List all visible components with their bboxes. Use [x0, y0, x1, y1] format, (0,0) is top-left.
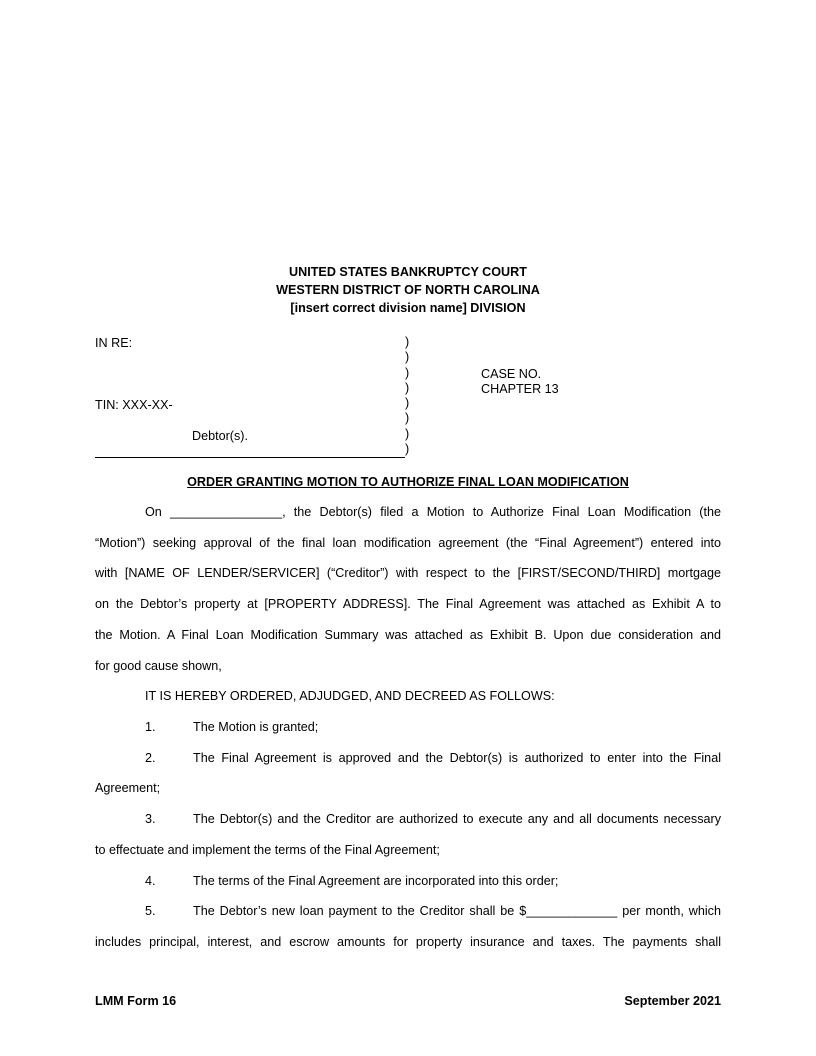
caption-paren: ) [405, 396, 410, 411]
item-continuation: Agreement; [95, 781, 161, 795]
item-text: The Debtor’s new loan payment to the Creditor shall be $_____________ per month, which [193, 904, 721, 918]
paragraph-line: for good cause shown, [95, 659, 222, 673]
order-item [145, 719, 318, 736]
caption-paren: ) [405, 365, 410, 380]
caption-paren: ) [405, 442, 410, 457]
paragraph-line-text: On ________________, the Debtor(s) filed a Motion to Authorize Final Loan Modification (the [145, 505, 721, 519]
item-text: The Final Agreement is approved and the Debtor(s) is authorized to enter into the Final [193, 751, 721, 765]
paragraph-line: with [NAME OF LENDER/SERVICER] (“Creditor”) with respect to the [FIRST/SECOND/THIRD] mortgage [95, 566, 721, 580]
decree-statement: IT IS HEREBY ORDERED, ADJUDGED, AND DECREED AS FOLLOWS: [145, 689, 555, 703]
in-re-label: IN RE: [95, 336, 133, 350]
item-number: 3. [145, 812, 156, 826]
item-continuation: to effectuate and implement the terms of the Final Agreement; [95, 843, 440, 857]
form-number: LMM Form 16 [95, 994, 177, 1008]
paragraph-line: the Motion. A Final Loan Modification Summary was attached as Exhibit B. Upon due consideration and [95, 628, 721, 642]
item-text: The Motion is granted; [193, 720, 319, 734]
form-date: September 2021 [624, 994, 721, 1008]
order-item [145, 750, 721, 767]
chapter-label: CHAPTER 13 [481, 382, 559, 396]
order-item [145, 811, 721, 828]
item-number: 4. [145, 874, 156, 888]
item-text: The Debtor(s) and the Creditor are authorized to execute any and all documents necessary [193, 812, 721, 826]
paragraph-line [95, 504, 721, 521]
caption-paren: ) [405, 350, 410, 365]
paragraph-line: “Motion”) seeking approval of the final loan modification agreement (the “Final Agreement”) entered into [95, 536, 721, 550]
debtors-label: Debtor(s). [192, 429, 248, 443]
caption-paren: ) [405, 411, 410, 426]
page-footer [95, 993, 721, 1010]
caption-parentheses [405, 335, 409, 457]
court-district: WESTERN DISTRICT OF NORTH CAROLINA [276, 283, 540, 297]
court-name: UNITED STATES BANKRUPTCY COURT [289, 265, 527, 279]
item-text: The terms of the Final Agreement are incorporated into this order; [193, 874, 559, 888]
item-number: 2. [145, 751, 156, 765]
order-item [145, 873, 558, 890]
court-division: [insert correct division name] DIVISION [290, 301, 526, 315]
caption-paren: ) [405, 380, 410, 395]
caption-rule [95, 457, 405, 458]
caption-paren: ) [405, 426, 410, 441]
tin-label: TIN: XXX-XX- [95, 398, 173, 412]
item-number: 5. [145, 904, 156, 918]
caption-paren: ) [405, 335, 410, 349]
item-continuation: includes principal, interest, and escrow amounts for property insurance and taxes. The payments shall [95, 935, 721, 949]
order-item [145, 903, 721, 920]
court-header [0, 263, 816, 317]
item-number: 1. [145, 720, 156, 734]
order-title: ORDER GRANTING MOTION TO AUTHORIZE FINAL LOAN MODIFICATION [187, 475, 629, 489]
paragraph-line: on the Debtor’s property at [PROPERTY ADDRESS]. The Final Agreement was attached as Exhibit A to [95, 597, 721, 611]
case-number-label: CASE NO. [481, 367, 542, 381]
